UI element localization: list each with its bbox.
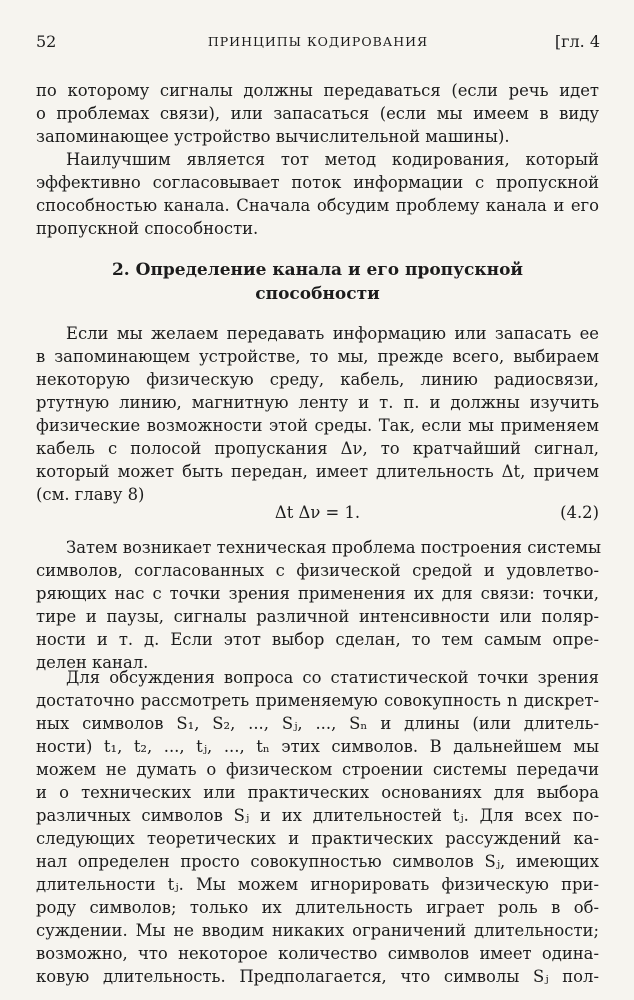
text-line: кабель с полосой пропускания Δν, то кратчайший сигнал, — [36, 439, 599, 458]
text-line: Для обсуждения вопроса со статистической точки зрения — [66, 668, 599, 687]
section-heading: 2. Определение канала и его пропускной — [111, 260, 524, 280]
text-line: ности и т. д. Если этот выбор сделан, то тем самым опре- — [36, 630, 599, 649]
text-line: Если мы желаем передавать информацию или запасать ее — [66, 324, 599, 343]
section-heading: способности — [255, 284, 380, 304]
text-line: Затем возникает техническая проблема построения системы — [66, 538, 602, 557]
text-line: можем не думать о физическом строении системы передачи — [36, 760, 599, 779]
text-line: который может быть передан, имеет длительность Δt, причем — [36, 462, 599, 481]
text-line: некоторую физическую среду, кабель, линию радиосвязи, — [36, 370, 599, 389]
text-line: ности) t₁, t₂, ..., tⱼ, ..., tₙ этих символов. В дальнейшем мы — [36, 737, 599, 756]
text-line: (см. главу 8) — [36, 485, 145, 504]
text-line: о проблемах связи), или запасаться (если мы имеем в виду — [36, 104, 599, 123]
text-line: ряющих нас с точки зрения применения их для связи: точки, — [36, 584, 599, 603]
text-line: в запоминающем устройстве, то мы, прежде всего, выбираем — [36, 347, 599, 366]
text-line: Наилучшим является тот метод кодирования, который — [66, 150, 599, 169]
chapter-reference: [гл. 4 — [554, 32, 600, 51]
text-line: ртутную линию, магнитную ленту и т. п. и должны изучить — [36, 393, 599, 412]
text-line: возможно, что некоторое количество символов имеет одина- — [36, 944, 599, 963]
text-line: нал определен просто совокупностью символов Sⱼ, имеющих — [36, 852, 599, 871]
text-line: длительности tⱼ. Мы можем игнорировать физическую при- — [36, 875, 599, 894]
text-line: и о технических или практических основаниях для выбора — [36, 783, 599, 802]
text-line: способностью канала. Сначала обсудим проблему канала и его — [36, 196, 599, 215]
page-number: 52 — [36, 32, 57, 51]
text-line: запоминающее устройство вычислительной машины). — [36, 127, 510, 146]
text-line: символов, согласованных с физической средой и удовлетво- — [36, 561, 599, 580]
equation-number: (4.2) — [560, 503, 599, 522]
text-line: суждении. Мы не вводим никаких ограничений длительности; — [36, 921, 599, 940]
page-header — [36, 32, 600, 56]
text-line: ковую длительность. Предполагается, что символы Sⱼ пол- — [36, 967, 599, 986]
text-line: различных символов Sⱼ и их длительностей tⱼ. Для всех по- — [36, 806, 599, 825]
text-line: ных символов S₁, S₂, ..., Sⱼ, ..., Sₙ и длины (или длитель- — [36, 714, 599, 733]
equation-expression: Δt Δν = 1. — [274, 503, 361, 522]
text-line: эффективно согласовывает поток информации с пропускной — [36, 173, 599, 192]
text-line: следующих теоретических и практических рассуждений ка- — [36, 829, 599, 848]
running-title: ПРИНЦИПЫ КОДИРОВАНИЯ — [207, 34, 429, 49]
text-line: достаточно рассмотреть применяемую совокупность n дискрет- — [36, 691, 599, 710]
text-line: физические возможности этой среды. Так, если мы применяем — [36, 416, 599, 435]
text-line: делен канал. — [36, 653, 149, 672]
text-line: роду символов; только их длительность играет роль в об- — [36, 898, 599, 917]
equation — [36, 502, 599, 524]
text-line: пропускной способности. — [36, 219, 259, 238]
text-line: по которому сигналы должны передаваться (если речь идет — [36, 81, 599, 100]
text-line: тире и паузы, сигналы различной интенсивности или поляр- — [36, 607, 599, 626]
